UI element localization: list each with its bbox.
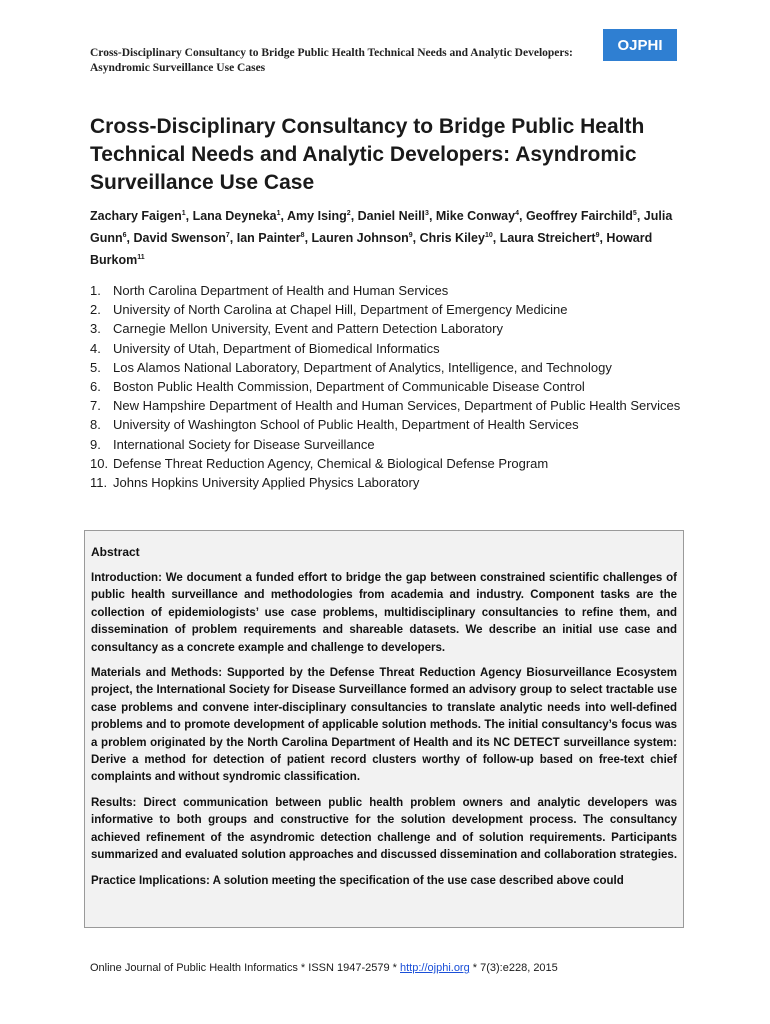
author-name: Amy Ising: [287, 209, 347, 224]
affiliation-item: [90, 358, 690, 377]
affiliation-text: University of Washington School of Public Health, Department of Health Services: [113, 417, 579, 433]
author-name: Geoffrey Fairchild: [525, 209, 633, 224]
abstract-results: Results: Direct communication between public health problem owners and analytic developers was informative to both groups and constructive for the solution development process. The consultancy achieved refinement of the asyndromic detection challenge and of solution requirements. Participants summarized and evaluated solution approaches and discussed dissemination and collaboration strategies.: [91, 796, 678, 862]
affiliation-item: [90, 435, 690, 454]
affiliation-list: [90, 281, 690, 492]
author-name: Laura Streichert: [499, 231, 596, 246]
author-name: Howard Burkom: [90, 231, 653, 268]
affiliation-number: 10.: [90, 455, 109, 471]
affiliation-text: North Carolina Department of Health and Human Services: [113, 283, 449, 298]
affiliation-item: [90, 339, 690, 358]
author-affiliation-marker: 2: [346, 210, 351, 217]
affiliation-text: University of Utah, Department of Biomedical Informatics: [113, 340, 440, 356]
affiliation-number: 5.: [90, 359, 101, 375]
author-name: Daniel Neill: [357, 209, 426, 224]
author-affiliation-marker: 1: [181, 210, 186, 217]
page-footer: [90, 962, 690, 974]
author-list: Zachary Faigen$^1$, Lana Deyneka$^1$, Amy Ising$^2$, Daniel Neill$^3$, Mike Conway$^4$, Geoffrey Fairchild$^5$, Julia Gunn$^6$, David Swenson$^7$, Ian Painter$^8$, Lauren Johnson$^9$, Chris Kiley$^{10}$, Laura Streichert$^9$, Howard Burkom$^{11}$: [90, 209, 673, 268]
affiliation-item: [90, 415, 690, 434]
journal-badge: OJPHI: [603, 29, 677, 61]
author-affiliation-marker: 11: [137, 254, 145, 262]
affiliation-item: [90, 300, 690, 319]
affiliation-item: [90, 281, 690, 300]
affiliation-number: 1.: [90, 283, 101, 298]
affiliation-text: New Hampshire Department of Health and Human Services, Department of Public Health Services: [113, 398, 681, 414]
affiliation-number: 2.: [90, 302, 101, 318]
author-affiliation-marker: 7: [225, 232, 230, 240]
footer-volume-info: * 7(3):e228, 2015: [469, 962, 558, 974]
affiliation-text: Los Alamos National Laboratory, Department of Analytics, Intelligence, and Technology: [113, 359, 612, 375]
affiliation-text: University of North Carolina at Chapel Hill, Department of Emergency Medicine: [113, 302, 568, 318]
footer-journal-info: Online Journal of Public Health Informatics * ISSN 1947-2579 *: [90, 962, 400, 974]
abstract-box: [84, 530, 684, 928]
author-affiliation-marker: 9: [595, 232, 600, 240]
affiliation-text: Defense Threat Reduction Agency, Chemical & Biological Defense Program: [113, 455, 549, 471]
affiliation-number: 6.: [90, 379, 101, 395]
article-title: Cross-Disciplinary Consultancy to Bridge Public Health Technical Needs and Analytic Developers: Asyndromic Surveillance Use Case: [90, 115, 645, 194]
affiliation-text: Boston Public Health Commission, Department of Communicable Disease Control: [113, 379, 585, 395]
author-affiliation-marker: 8: [300, 232, 305, 240]
author-affiliation-marker: 10: [484, 232, 493, 240]
abstract-implications: Practice Implications: A solution meeting the specification of the use case described above could: [91, 874, 624, 887]
author-name: Julia Gunn: [90, 209, 673, 246]
abstract-heading: Abstract: [91, 545, 140, 559]
author-affiliation-marker: 6: [122, 232, 127, 240]
affiliation-number: 4.: [90, 340, 101, 356]
running-header: Cross-Disciplinary Consultancy to Bridge Public Health Technical Needs and Analytic Developers: Asyndromic Surveillance Use Cases: [90, 47, 573, 74]
author-name: Lana Deyneka: [192, 209, 277, 224]
author-name: Mike Conway: [435, 209, 516, 224]
affiliation-number: 9.: [90, 436, 101, 452]
affiliation-number: 7.: [90, 398, 101, 414]
author-affiliation-marker: 4: [515, 210, 519, 217]
affiliation-number: 11.: [90, 475, 108, 491]
affiliation-text: Johns Hopkins University Applied Physics Laboratory: [113, 475, 420, 491]
author-affiliation-marker: 5: [632, 210, 637, 217]
author-affiliation-marker: 9: [408, 232, 413, 240]
affiliation-item: [90, 396, 690, 415]
affiliation-item: [90, 454, 690, 473]
affiliation-text: International Society for Disease Surveillance: [113, 436, 375, 452]
affiliation-text: Carnegie Mellon University, Event and Pattern Detection Laboratory: [113, 321, 503, 337]
affiliation-item: [90, 473, 690, 492]
abstract-introduction: Introduction: We document a funded effort to bridge the gap between constrained scientific challenges of public health surveillance and methodologies from academia and industry. Component tasks are the collection of epidemiologists’ use case problems, multidisciplinary consultancies to refine them, and dissemination of problem requirements and shareable datasets. We describe an initial use case and consultancy as a concrete example and challenge to developers.: [91, 572, 677, 654]
author-name: David Swenson: [133, 231, 226, 246]
affiliation-item: [90, 319, 690, 338]
author-name: Zachary Faigen: [90, 209, 182, 224]
abstract-methods: Materials and Methods: Supported by the Defense Threat Reduction Agency Biosurveillance Ecosystem project, the International Society for Disease Surveillance formed an advisory group to select tractable use case problems and convene inter-disciplinary consultancies to translate analytic needs into well-defined problems and to promote development of applicable solution methods. The initial consultancy’s focus was a problem originated by the North Carolina Department of Health and its NC DETECT surveillance system: Derive a method for detection of patient record clusters worthy of follow-up based on free-text chief complaints and without syndromic classification.: [91, 667, 677, 784]
author-name: Lauren Johnson: [311, 231, 409, 246]
author-name: Chris Kiley: [419, 231, 485, 246]
author-affiliation-marker: 1: [276, 210, 281, 217]
affiliation-number: 3.: [90, 321, 101, 337]
author-name: Ian Painter: [236, 231, 301, 246]
affiliation-item: [90, 377, 690, 396]
affiliation-number: 8.: [90, 417, 101, 433]
author-affiliation-marker: 3: [425, 210, 429, 217]
journal-link[interactable]: http://ojphi.org: [400, 962, 470, 974]
